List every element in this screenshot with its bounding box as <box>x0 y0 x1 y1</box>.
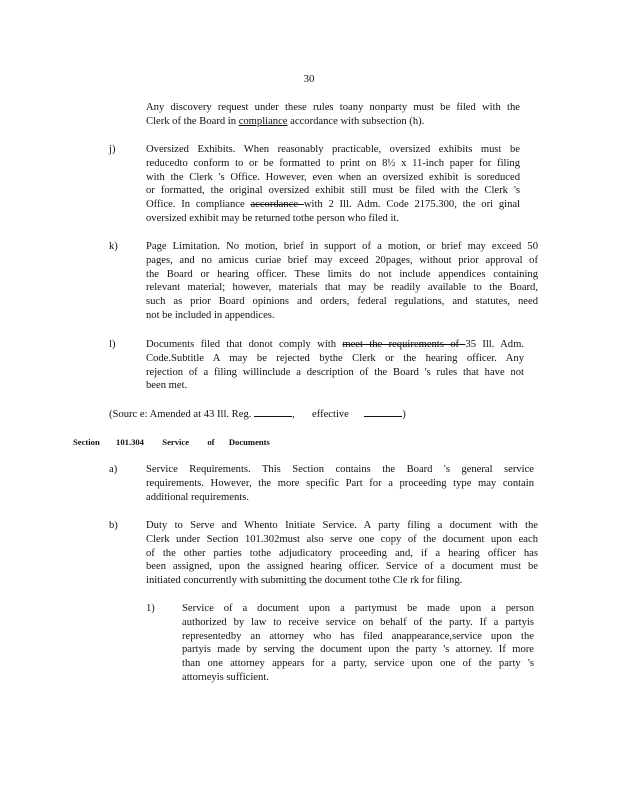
text-line: been met. <box>146 380 188 392</box>
source-note-comma: , <box>292 409 295 420</box>
text-line: Any discovery request under these rules toany nonparty must be filed with the <box>146 102 520 113</box>
item-b1-paragraph <box>182 602 534 685</box>
text-line: been assigned, upon the assigned hearing officer. Service of a document must be <box>146 561 538 573</box>
text-line: reducedto conform to or be formatted to print on 8½ x 11-inch paper for filing <box>146 157 520 169</box>
text-line: of the other parties tothe adjudicatory proceeding and, if a hearing officer has <box>146 547 538 559</box>
section-title-of: of <box>207 437 215 447</box>
section-number: 101.304 <box>116 437 144 447</box>
struck-text: meet the requirements of <box>342 339 466 350</box>
section-heading <box>73 436 270 450</box>
text-line: initiated concurrently with submitting the document tothe Cle rk for filing. <box>146 575 463 587</box>
source-note-prefix: (Sourc e: Amended at 43 Ill. Reg. <box>109 409 252 420</box>
text-line: or formatted, the original oversized exhibit still must be filed with the Clerk 's <box>146 185 520 197</box>
text-line: rejection of a filing willinclude a description of the Board 's rules that have not <box>146 366 524 378</box>
text-line: relevant material; however, materials that may be readily available to the Board, <box>146 282 538 294</box>
item-a-label: a) <box>109 464 118 475</box>
item-b1-label: 1) <box>146 603 155 614</box>
text-line: partyis made by serving the document upon the party 's attorney. If more <box>182 644 534 656</box>
text-line: with the Clerk 's Office. However, even when an oversized exhibit is soreduced <box>146 171 520 183</box>
text-line: Oversized Exhibits. When reasonably practicable, oversized exhibits must be <box>146 144 520 155</box>
text-line: the Board or hearing officer. These limits do not include appendices containing <box>146 268 538 280</box>
inserted-text: compliance <box>238 115 288 127</box>
source-note-effective: effective <box>312 409 349 420</box>
text-line: Office. In compliance accordance with 2 Ill. Adm. Code 2175.300, the ori ginal <box>146 199 521 211</box>
section-title-documents: Documents <box>228 437 270 447</box>
text-line: not be included in appendices. <box>146 309 275 321</box>
item-b-label: b) <box>109 520 118 531</box>
text-line: Clerk under Section 101.302must also serve one copy of the document upon each <box>146 533 538 545</box>
text-line: than one attorney appears for a party, service upon one of the party 's <box>182 658 534 670</box>
text-line: Page Limitation. No motion, brief in support of a motion, or brief may exceed 50 <box>146 241 538 252</box>
item-l-label: l) <box>109 339 116 350</box>
text-line: Duty to Serve and Whento Initiate Service. A party filing a document with the <box>146 520 538 531</box>
intro-paragraph <box>146 101 520 129</box>
text-line: authorized by law to receive service on behalf of the party. If a partyis <box>182 616 534 628</box>
item-b-paragraph <box>146 519 538 588</box>
text-line: pages, and no amicus curiae brief may exceed 20pages, without prior approval of <box>146 254 538 266</box>
text-line: Service of a document upon a partymust be made upon a person <box>182 603 534 614</box>
text-line: representedby an attorney who has filed anappearance,service upon the <box>182 630 534 642</box>
page-number: 30 <box>303 73 315 85</box>
item-k-paragraph <box>146 240 538 323</box>
source-note-close: ) <box>402 409 406 420</box>
text-line: Code.Subtitle A may be rejected bythe Clerk or the hearing officer. Any <box>146 352 524 364</box>
source-note-blank-2 <box>364 406 402 417</box>
text-line: requirements. However, the more specific Part for a proceeding type may contain <box>146 477 534 489</box>
section-title-service: Service <box>162 437 190 447</box>
text-line: oversized exhibit may be returned tothe person who filed it. <box>146 212 399 224</box>
item-j-paragraph <box>146 143 520 226</box>
text-line: Clerk of the Board in compliance accordance with subsection (h). <box>146 115 425 127</box>
text-line: attorneyis sufficient. <box>182 671 269 683</box>
text-line: Documents filed that donot comply with meet the requirements of 35 Ill. Adm. <box>146 339 524 350</box>
item-l-paragraph <box>146 338 524 393</box>
item-k-label: k) <box>109 241 118 252</box>
text-line: additional requirements. <box>146 491 249 503</box>
text-line: Service Requirements. This Section contains the Board 's general service <box>146 464 534 475</box>
source-note-blank-1 <box>254 406 292 417</box>
struck-text: accordance <box>250 199 304 211</box>
source-note <box>109 406 406 422</box>
text-line: such as prior Board opinions and orders, federal regulations, and statutes, need <box>146 296 538 308</box>
item-j-label: j) <box>109 144 116 155</box>
item-a-paragraph <box>146 463 534 504</box>
section-label: Section <box>73 437 100 447</box>
